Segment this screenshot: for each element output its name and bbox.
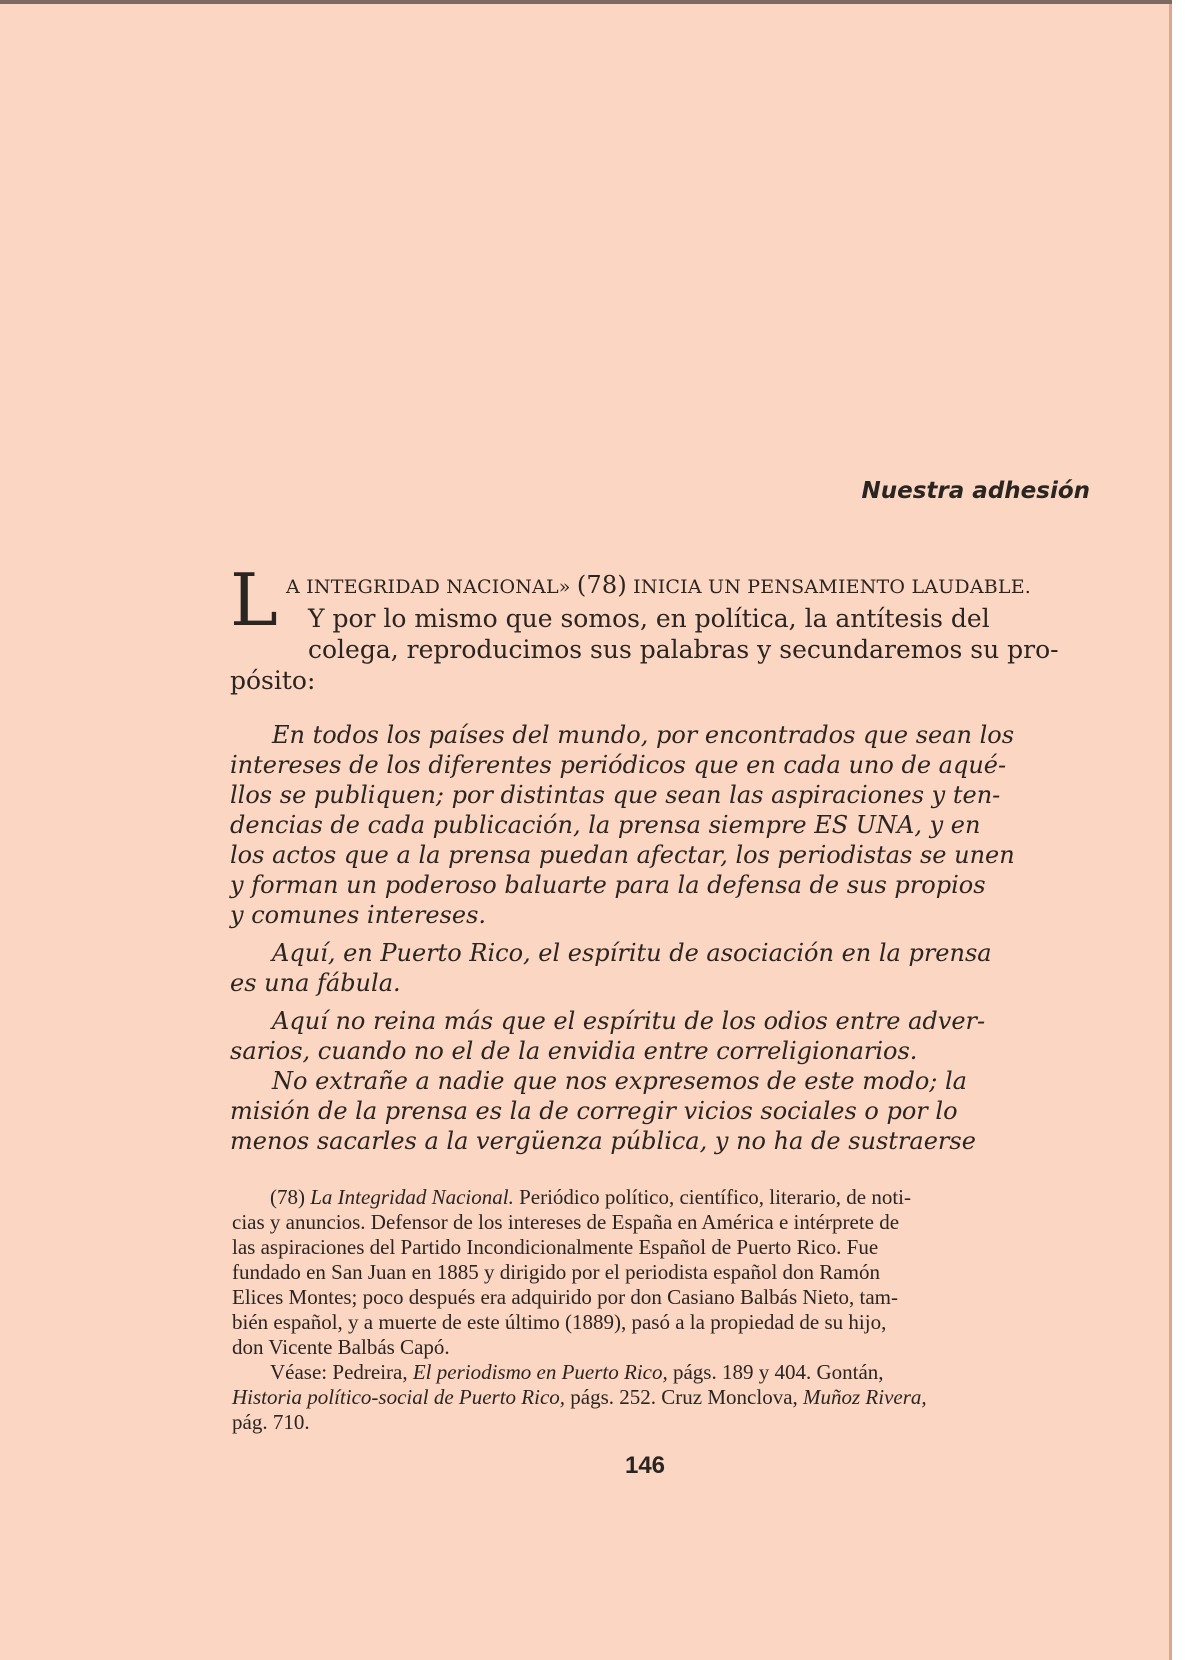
chapter-title: Nuestra adhesión xyxy=(861,478,1090,504)
quote-line: los actos que a la prensa puedan afectar, los periodistas se unen xyxy=(230,841,1015,869)
paragraph-gap xyxy=(230,998,1090,1006)
intro-line-2: Y por lo mismo que somos, en política, la antítesis del xyxy=(308,604,990,633)
quote-line: Aquí, en Puerto Rico, el espíritu de asociación en la prensa xyxy=(272,939,992,967)
quote-line: menos sacarles a la vergüenza pública, y no ha de sustraerse xyxy=(230,1127,976,1155)
footnote-line: (78) La Integridad Nacional. Periódico político, científico, literario, de noti- xyxy=(270,1185,911,1209)
quote-line: No extrañe a nadie que nos expresemos de este modo; la xyxy=(272,1067,967,1095)
page-number: 146 xyxy=(624,1452,666,1479)
top-edge-line xyxy=(0,0,1172,4)
footnote-line: Historia político-social de Puerto Rico, págs. 252. Cruz Monclova, Muñoz Rivera, xyxy=(232,1385,927,1409)
quote-line: En todos los países del mundo, por encontrados que sean los xyxy=(272,721,1015,749)
footnote-line: cias y anuncios. Defensor de los intereses de España en América e intérprete de xyxy=(232,1210,900,1234)
intro-paragraph xyxy=(230,558,1086,696)
quote-line: y comunes intereses. xyxy=(230,901,487,929)
quote-line: sarios, cuando no el de la envidia entre correligionarios. xyxy=(230,1037,918,1065)
footnote-line: pág. 710. xyxy=(232,1410,310,1434)
quote-line: Aquí no reina más que el espíritu de los odios entre adver- xyxy=(272,1007,986,1035)
footnote-line: Véase: Pedreira, El periodismo en Puerto Rico, págs. 189 y 404. Gontán, xyxy=(270,1360,884,1384)
quote-line: llos se publiquen; por distintas que sean las aspiraciones y ten- xyxy=(230,781,1001,809)
paragraph-gap xyxy=(230,930,1090,938)
quote-line: misión de la prensa es la de corregir vicios sociales o por lo xyxy=(230,1097,958,1125)
quote-line: dencias de cada publicación, la prensa siempre ES UNA, y en xyxy=(230,811,981,839)
drop-cap: L xyxy=(230,558,278,642)
quote-line: intereses de los diferentes periódicos que en cada uno de aqué- xyxy=(230,751,1007,779)
quote-line: y forman un poderoso baluarte para la defensa de sus propios xyxy=(230,871,986,899)
footnote-line: don Vicente Balbás Capó. xyxy=(232,1335,450,1359)
intro-line-3: colega, reproducimos sus palabras y secundaremos su pro- xyxy=(308,635,1059,664)
footnote-line: Elices Montes; poco después era adquirido por don Casiano Balbás Nieto, tam- xyxy=(232,1285,899,1309)
quoted-passage xyxy=(230,720,1090,1156)
footnote-line: bién español, y a muerte de este último (1889), pasó a la propiedad de su hijo, xyxy=(232,1310,887,1334)
intro-line-4: pósito: xyxy=(230,666,316,695)
intro-line-1: A INTEGRIDAD NACIONAL» (78) INICIA UN PENSAMIENTO LAUDABLE. xyxy=(286,571,1032,599)
quote-line: es una fábula. xyxy=(230,969,401,997)
footnote-line: las aspiraciones del Partido Incondicionalmente Español de Puerto Rico. Fue xyxy=(232,1235,879,1259)
footnote-line: fundado en San Juan en 1885 y dirigido por el periodista español don Ramón xyxy=(232,1260,880,1284)
footnote xyxy=(232,1185,1088,1435)
